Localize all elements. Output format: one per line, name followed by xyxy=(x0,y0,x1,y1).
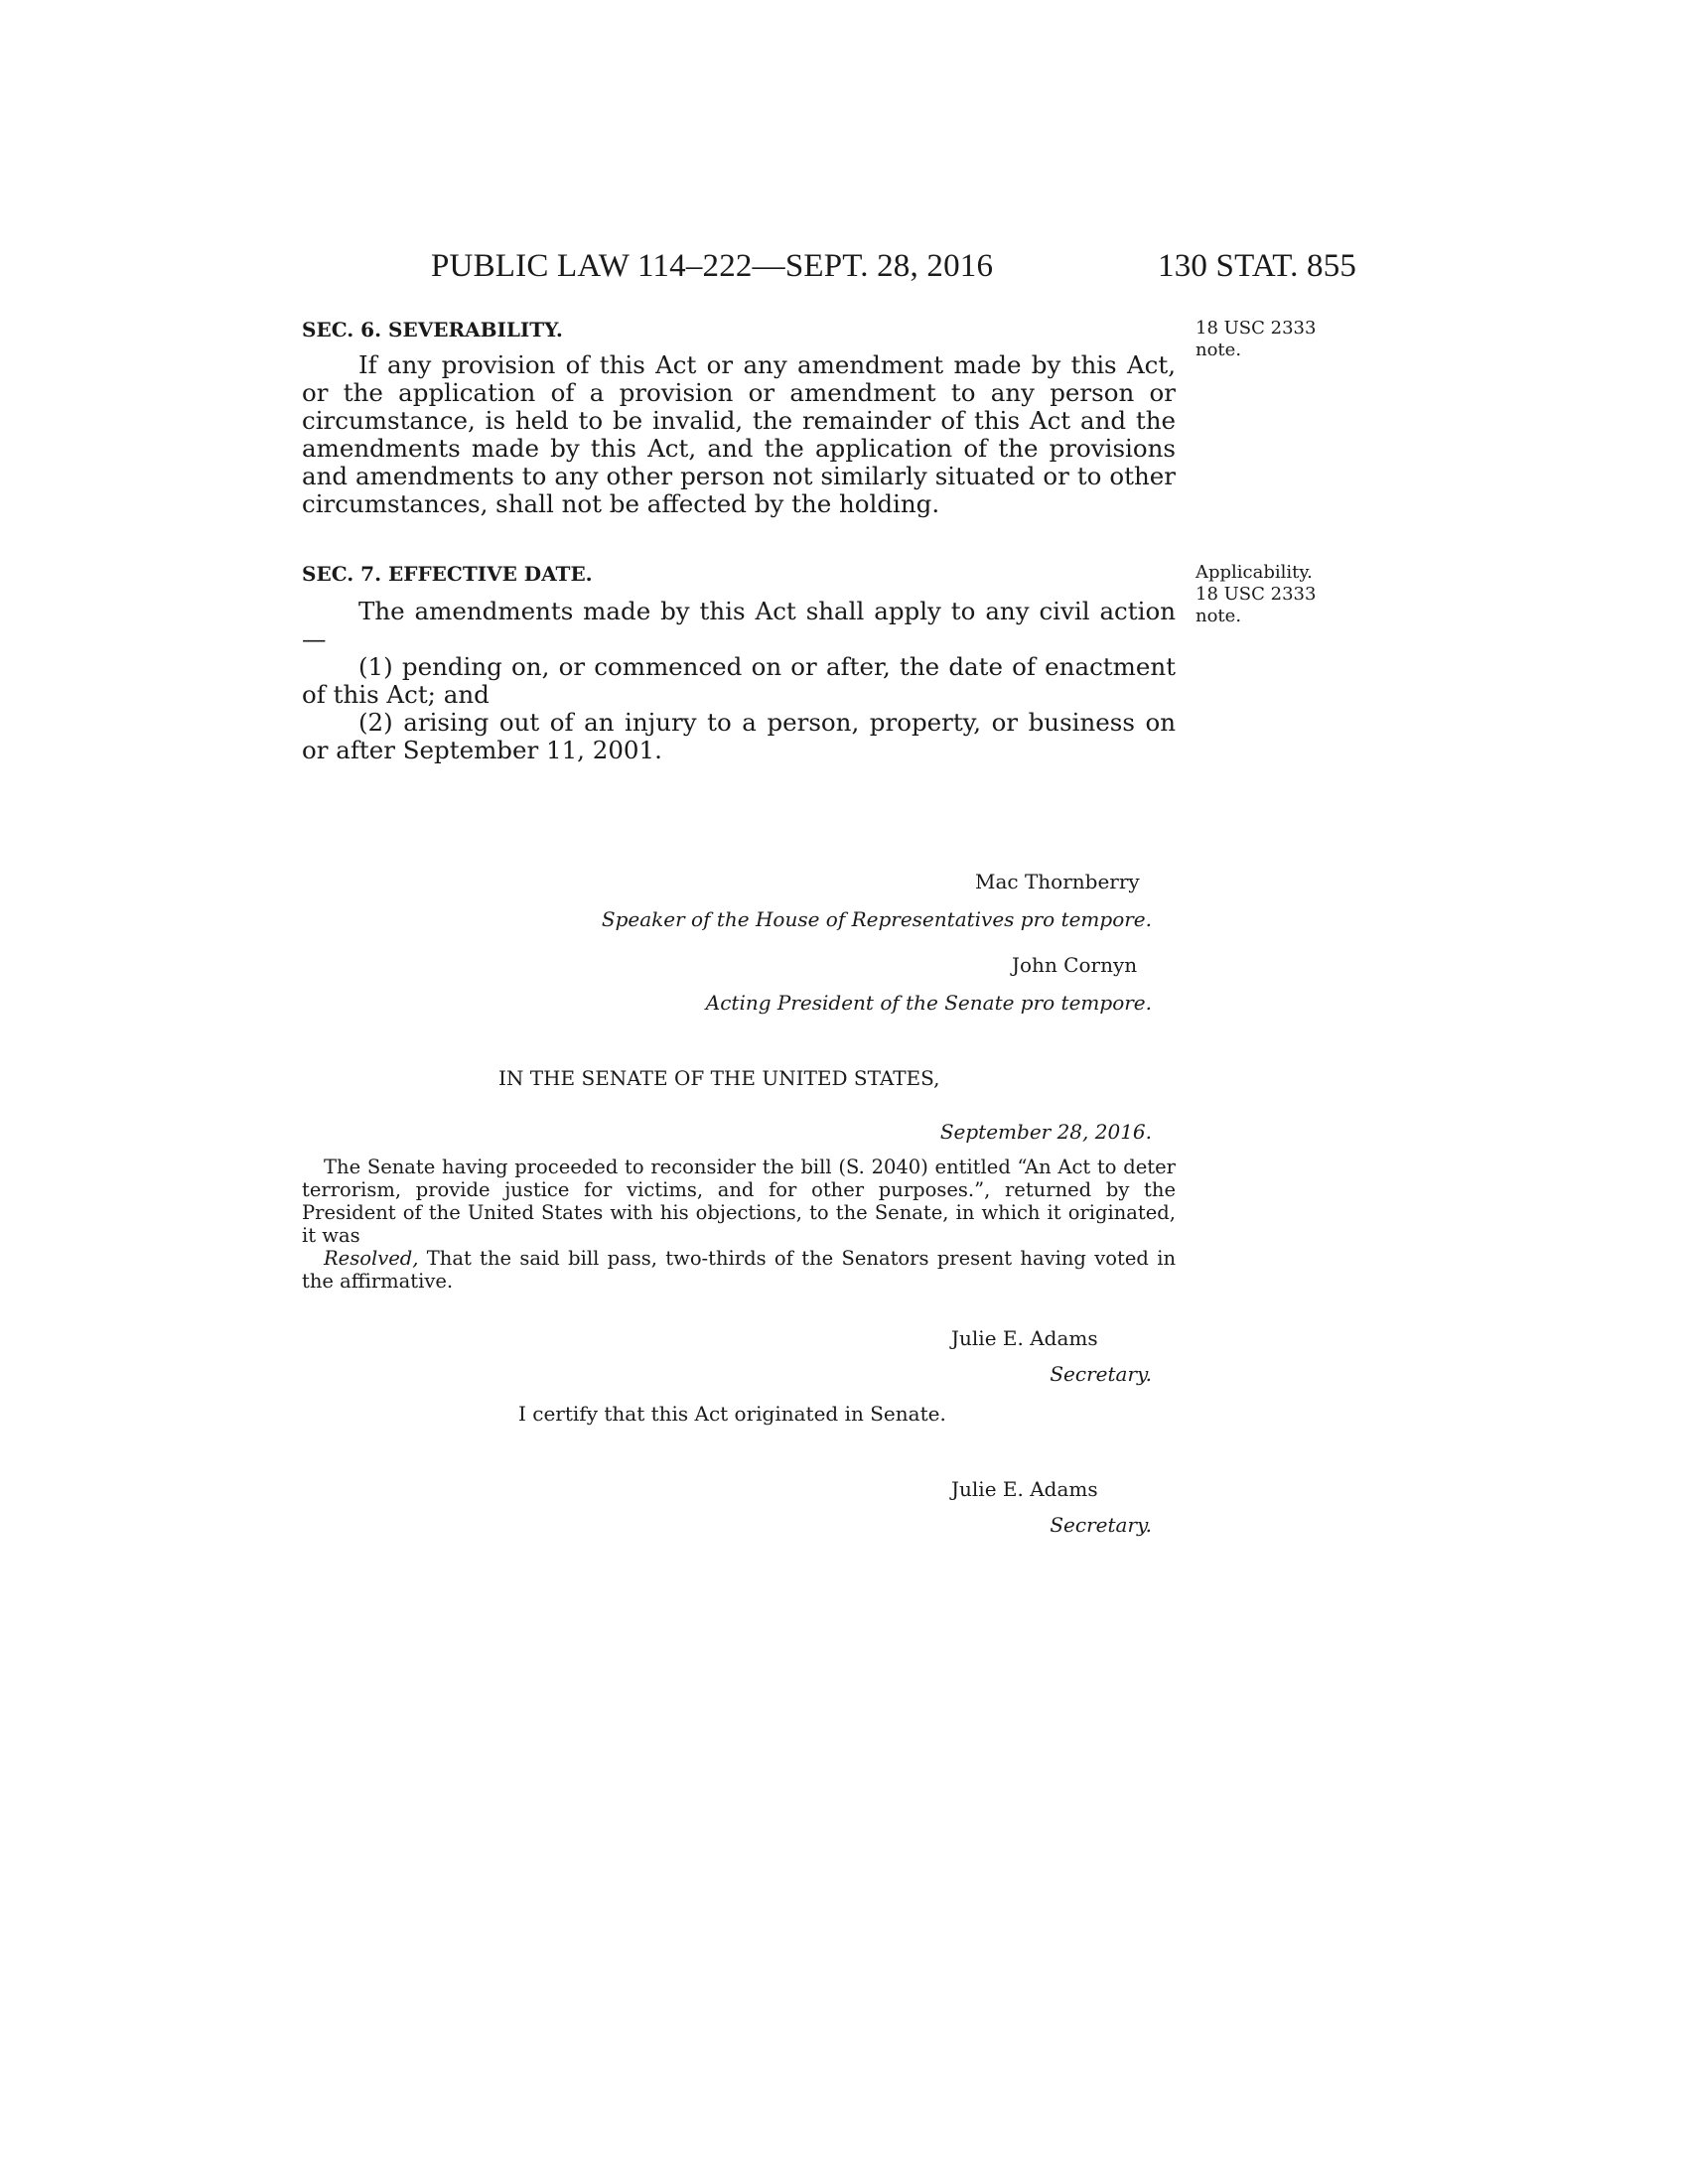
item-text: (1) pending on, or commenced on or after, the date of enactment of this Act; and xyxy=(302,652,1176,709)
margin-note-line: 18 USC 2333 xyxy=(1196,318,1317,339)
section-6-body xyxy=(302,351,1176,518)
resolved-label: Resolved, xyxy=(324,1247,419,1270)
acting-president-name: John Cornyn xyxy=(1012,953,1138,977)
senate-proceedings xyxy=(302,1156,1176,1293)
page-stat-number: 130 STAT. 855 xyxy=(1158,248,1357,284)
margin-note-line: Applicability. xyxy=(1196,562,1313,583)
running-header-title: PUBLIC LAW 114–222—SEPT. 28, 2016 xyxy=(431,248,994,284)
secretary-title: Secretary. xyxy=(1050,1362,1152,1386)
resolved-text: That the said bill pass, two-thirds of the Senators present having voted in the affirmative. xyxy=(302,1247,1176,1293)
section-7-intro: The amendments made by this Act shall apply to any civil action— xyxy=(302,597,1176,653)
section-7-body xyxy=(302,598,1176,764)
section-6-heading: SEC. 6. SEVERABILITY. xyxy=(302,318,563,341)
section-7-item-2 xyxy=(245,709,1176,764)
senate-date: September 28, 2016. xyxy=(939,1120,1152,1144)
senate-heading: IN THE SENATE OF THE UNITED STATES, xyxy=(498,1066,940,1090)
origination-certification: I certify that this Act originated in Senate. xyxy=(518,1402,946,1426)
acting-president-title: Acting President of the Senate pro tempore. xyxy=(705,991,1152,1015)
margin-note-line: 18 USC 2333 xyxy=(1196,584,1317,605)
margin-note-line: note. xyxy=(1196,340,1242,360)
section-6-margin-note xyxy=(1196,318,1316,361)
speaker-name: Mac Thornberry xyxy=(975,870,1140,893)
item-text: (2) arising out of an injury to a person, property, or business on or after September 11, 2001. xyxy=(302,708,1176,764)
section-7-heading: SEC. 7. EFFECTIVE DATE. xyxy=(302,562,593,586)
margin-note-line: note. xyxy=(1196,606,1242,626)
secretary-name: Julie E. Adams xyxy=(951,1477,1098,1501)
section-7-margin-note xyxy=(1196,562,1316,627)
senate-paragraph: The Senate having proceeded to reconsider the bill (S. 2040) entitled “An Act to deter terrorism, provide justice for victims, and for other purposes.”, returned by the President of the United States with his objections, to the Senate, in which it originated, it was xyxy=(302,1156,1176,1247)
section-7-item-1 xyxy=(245,653,1176,709)
resolved-paragraph xyxy=(302,1247,1176,1293)
secretary-title: Secretary. xyxy=(1050,1513,1152,1537)
section-6-paragraph: If any provision of this Act or any amendment made by this Act, or the application of a provision or amendment to any person or circumstance, is held to be invalid, the remainder of this Act and the amendments made by this Act, and the application of the provisions and amendments to any other person not similarly situated or to other circumstances, shall not be affected by the holding. xyxy=(302,350,1176,518)
speaker-title: Speaker of the House of Representatives pro tempore. xyxy=(601,907,1152,931)
secretary-name: Julie E. Adams xyxy=(951,1326,1098,1350)
